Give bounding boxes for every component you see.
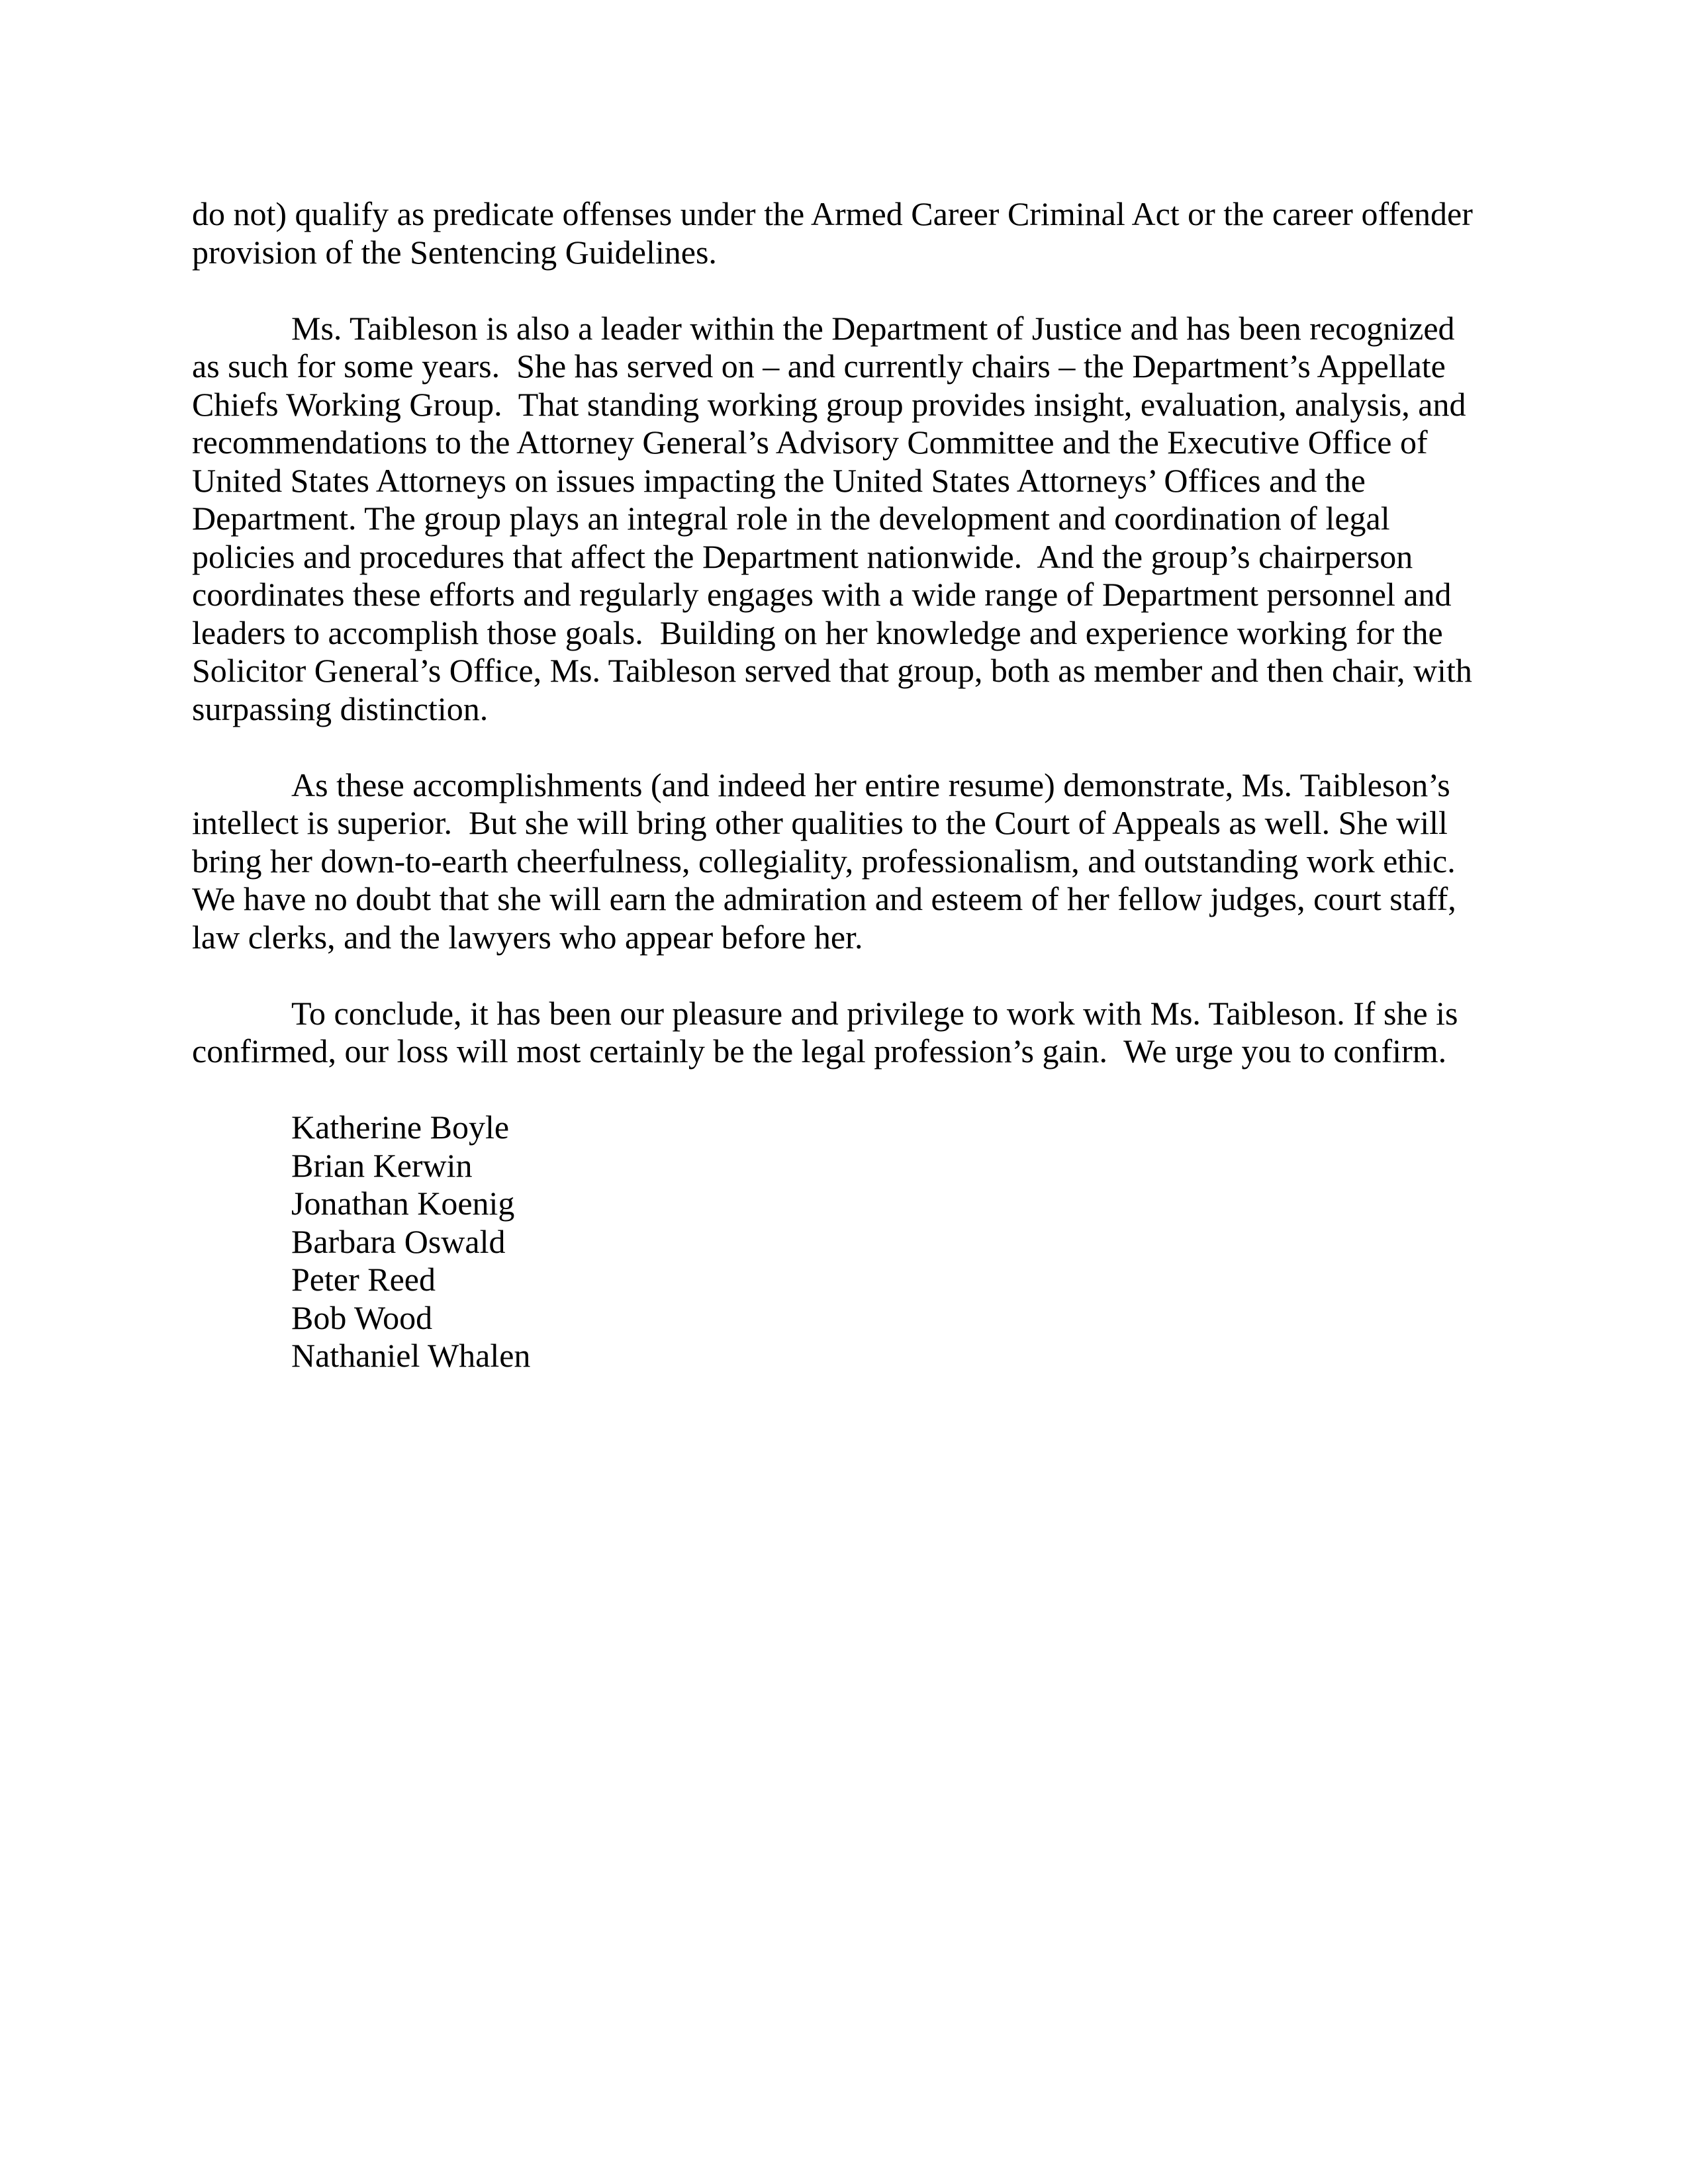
signatory-name: Barbara Oswald bbox=[291, 1222, 506, 1260]
text-line: confirmed, our loss will most certainly be the legal profession’s gain. We urge you to confirm. bbox=[192, 1032, 1447, 1069]
text-line: policies and procedures that affect the Department nationwide. And the group’s chairperson bbox=[192, 537, 1413, 575]
paragraph bbox=[192, 310, 1496, 729]
signatory-name: Jonathan Koenig bbox=[291, 1185, 515, 1222]
text-line: intellect is superior. But she will bring other qualities to the Court of Appeals as well. She will bbox=[192, 804, 1448, 841]
text-line: Chiefs Working Group. That standing working group provides insight, evaluation, analysis, and bbox=[192, 385, 1466, 423]
text-line: coordinates these efforts and regularly engages with a wide range of Department personnel and bbox=[192, 576, 1452, 613]
paragraph bbox=[192, 195, 1496, 271]
text-line: law clerks, and the lawyers who appear before her. bbox=[192, 918, 863, 956]
paragraph bbox=[192, 995, 1496, 1071]
paragraph bbox=[192, 766, 1496, 957]
text-line: surpassing distinction. bbox=[192, 690, 489, 727]
text-line: as such for some years. She has served on – and currently chairs – the Department’s Appellate bbox=[192, 347, 1446, 385]
text-line: United States Attorneys on issues impacting the United States Attorneys’ Offices and the bbox=[192, 461, 1366, 499]
text-line: As these accomplishments (and indeed her entire resume) demonstrate, Ms. Taibleson’s bbox=[291, 766, 1450, 803]
text-line: provision of the Sentencing Guidelines. bbox=[192, 233, 717, 271]
text-line: Ms. Taibleson is also a leader within the Department of Justice and has been recognized bbox=[291, 309, 1455, 347]
text-line: bring her down-to-earth cheerfulness, collegiality, professionalism, and outstanding work ethic. bbox=[192, 842, 1456, 880]
text-line: Solicitor General’s Office, Ms. Taibleson served that group, both as member and then chair, with bbox=[192, 652, 1472, 689]
text-line: To conclude, it has been our pleasure and privilege to work with Ms. Taibleson. If she is bbox=[291, 994, 1458, 1032]
signatory-name: Bob Wood bbox=[291, 1298, 433, 1336]
text-line: do not) qualify as predicate offenses under the Armed Career Criminal Act or the career offender bbox=[192, 195, 1473, 232]
text-line: recommendations to the Attorney General’s Advisory Committee and the Executive Office of bbox=[192, 424, 1428, 461]
text-line: We have no doubt that she will earn the admiration and esteem of her fellow judges, court staff, bbox=[192, 880, 1456, 917]
text-line: Department. The group plays an integral role in the development and coordination of legal bbox=[192, 500, 1390, 537]
text-line: leaders to accomplish those goals. Building on her knowledge and experience working for the bbox=[192, 614, 1443, 651]
signatory-name: Peter Reed bbox=[291, 1261, 436, 1298]
signatory-name: Katherine Boyle bbox=[291, 1109, 510, 1146]
signature-list bbox=[192, 1109, 1496, 1375]
signatory-name: Nathaniel Whalen bbox=[291, 1337, 531, 1374]
signatory-name: Brian Kerwin bbox=[291, 1146, 473, 1184]
